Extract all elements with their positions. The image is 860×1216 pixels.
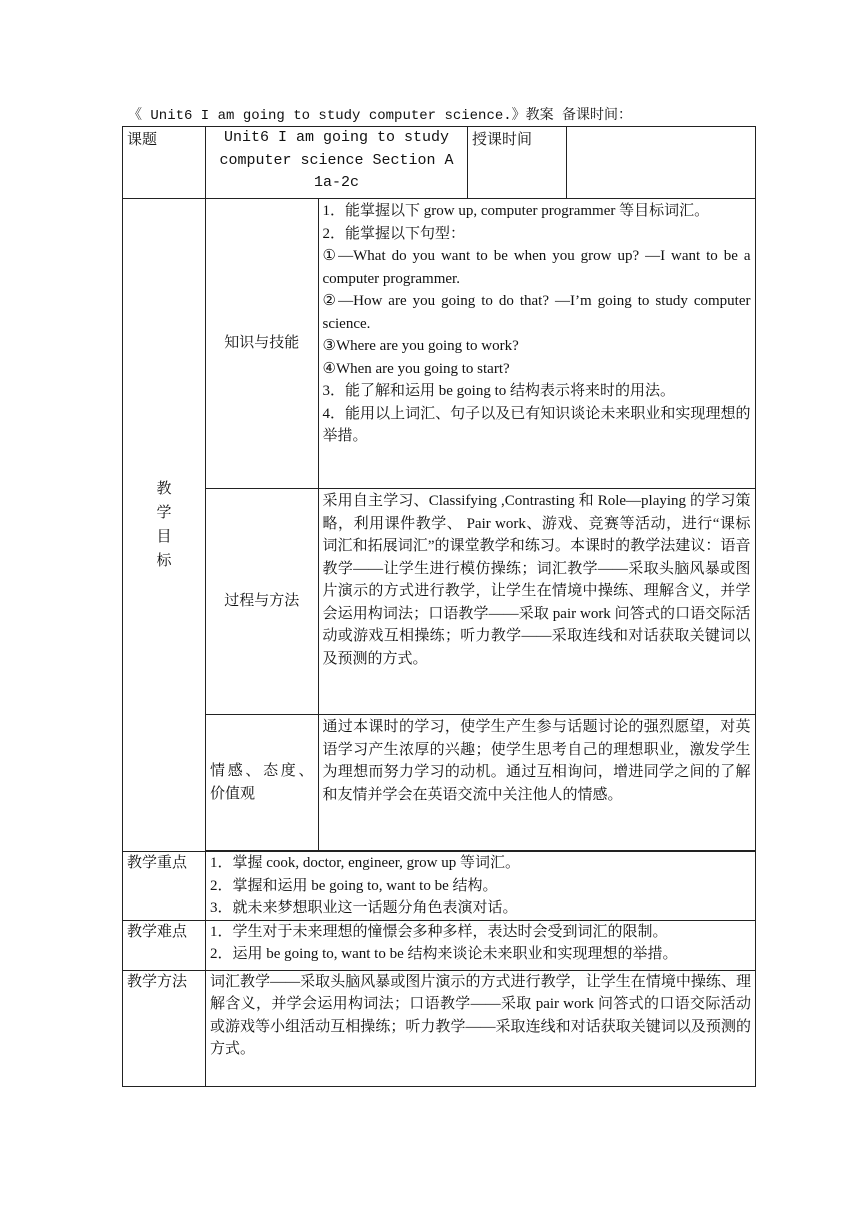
lesson-plan-table <box>122 126 756 1087</box>
key-points-line: 3．就未来梦想职业这一话题分角色表演对话。 <box>210 900 518 916</box>
key-points-line: 2．掌握和运用 be going to, want to be 结构。 <box>210 877 498 894</box>
methods-content: 词汇教学——采取头脑风暴或图片演示的方式进行教学，让学生在情境中操练、理解含义，并学会运用构词法；口语教学——采取 pair work 问答式的口语交际活动或游戏等小组活动互相操练；听力教学——采取连线和对话获取关键词以及预测的方式。 <box>206 970 756 1086</box>
table-row-key-points <box>123 852 756 921</box>
knowledge-line: 4．能用以上词汇、句子以及已有知识谈论未来职业和实现理想的举措。 <box>322 405 751 444</box>
key-points-line: 1．掌握 cook, doctor, engineer, grow up 等词汇。 <box>210 855 520 871</box>
knowledge-line: 2．能掌握以下句型： <box>322 225 466 242</box>
process-content: 采用自主学习、Classifying ,Contrasting 和 Role—playing 的学习策略，利用课件教学、 Pair work、游戏、竞赛等活动，进行“课标词汇和拓展词汇”的课堂教学和练习。本课时的教学法建议：语音教学——让学生进行模仿操练；词汇教学——采取头脑风暴或图片演示的方式进行教学，让学生在情境中操练、理解含义，并学会运用构词法；口语教学——采取 pair work 问答式的口语交际活动或游戏互相操练；听力教学——采取连线和对话获取关键词以及预测的方式。 <box>318 489 755 715</box>
methods-label: 教学方法 <box>123 970 206 1086</box>
difficulties-line: 1．学生对于未来理想的憧憬会多种多样，表达时会受到词汇的限制。 <box>210 923 668 940</box>
class-time-value <box>567 127 756 199</box>
objectives-label-char: 学 <box>156 505 172 521</box>
knowledge-line: ①—What do you want to be when you grow up? —I want to be a computer programmer. <box>322 248 751 287</box>
knowledge-line: 1．能掌握以下 grow up, computer programmer 等目标词汇。 <box>322 203 710 219</box>
topic-label: 课题 <box>123 127 206 199</box>
topic-value: Unit6 I am going to study computer science Section A 1a-2c <box>206 127 468 199</box>
table-row-topic <box>123 127 756 199</box>
page-title: 《 Unit6 I am going to study computer science.》教案 备课时间： <box>128 108 633 124</box>
objectives-label-char: 教 <box>156 481 172 497</box>
table-row-process <box>123 489 756 715</box>
knowledge-line: ④When are you going to start? <box>322 360 510 377</box>
emotion-content: 通过本课时的学习，使学生产生参与话题讨论的强烈愿望，对英语学习产生浓厚的兴趣；使学生思考自己的理想职业，激发学生为理想而努力学习的动机。通过互相询问，增进同学之间的了解和友情并学会在英语交流中关注他人的情感。 <box>318 715 755 851</box>
knowledge-label: 知识与技能 <box>206 199 318 489</box>
key-points-content <box>206 852 756 921</box>
difficulties-line: 2．运用 be going to, want to be 结构来谈论未来职业和实现理想的举措。 <box>210 946 678 962</box>
knowledge-line: ③Where are you going to work? <box>322 338 519 354</box>
key-points-label: 教学重点 <box>123 852 206 921</box>
table-row-difficulties <box>123 920 756 970</box>
process-label: 过程与方法 <box>206 489 318 715</box>
objectives-label <box>123 199 206 852</box>
difficulties-content <box>206 920 756 970</box>
class-time-label: 授课时间 <box>468 127 567 199</box>
table-row-methods <box>123 970 756 1086</box>
knowledge-line: ②—How are you going to do that? —I’m going to study computer science. <box>322 293 751 332</box>
difficulties-label: 教学难点 <box>123 920 206 970</box>
objectives-label-char: 目 <box>156 529 172 545</box>
knowledge-line: 3．能了解和运用 be going to 结构表示将来时的用法。 <box>322 383 675 399</box>
emotion-label: 情感、态度、价值观 <box>206 715 318 851</box>
table-row-knowledge <box>123 199 756 490</box>
table-row-emotion <box>123 715 756 852</box>
knowledge-content <box>318 199 755 489</box>
objectives-label-char: 标 <box>156 553 172 569</box>
